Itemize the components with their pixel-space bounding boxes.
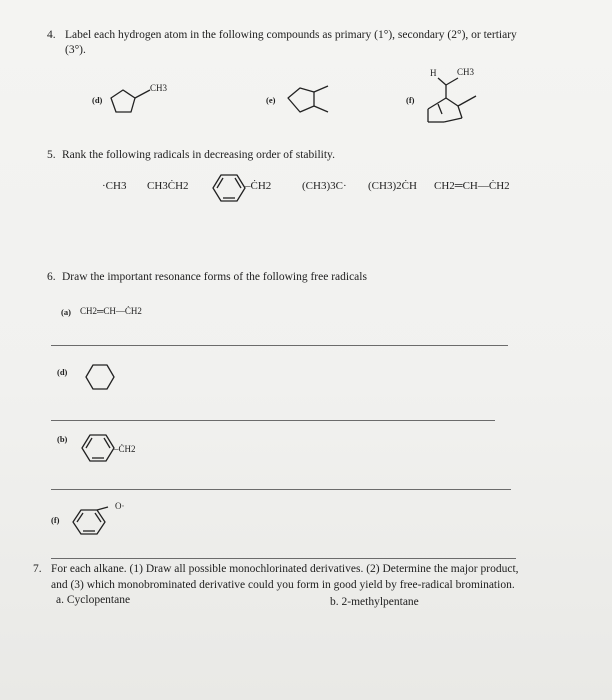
radical-allyl: CH2═CH—ĊH2 — [434, 180, 510, 192]
q6-part-f-label: (f) — [51, 515, 60, 525]
q4-part-f-label: (f) — [406, 95, 415, 105]
answer-line-d — [51, 420, 495, 421]
q7-line2: and (3) which monobrominated derivative could you form in good yield by free-radical bromination. — [51, 579, 515, 591]
q4-d-methyl: CH3 — [150, 83, 168, 93]
answer-line-a — [51, 345, 508, 346]
answer-line-b — [51, 489, 511, 490]
answer-line-f — [51, 558, 516, 559]
q4-number: 4. — [47, 29, 56, 41]
q4-text-line2: (3°). — [65, 44, 86, 56]
q5-text: Rank the following radicals in decreasing order of stability. — [62, 149, 335, 161]
q7-line1: For each alkane. (1) Draw all possible monochlorinated derivatives. (2) Determine the major product, — [51, 563, 519, 575]
q4-f-methyl: CH3 — [457, 67, 475, 77]
radical-methyl: ·CH3 — [102, 180, 127, 192]
q4-f-hydrogen: H — [430, 68, 437, 78]
cyclohexyl-radical-structure — [82, 361, 122, 395]
q6-b-substituent: –ĊH2 — [114, 444, 136, 454]
radical-ethyl: CH3ĊH2 — [147, 180, 189, 192]
methylcyclopentane-skeletal-structure — [284, 84, 344, 124]
q4-text-line1: Label each hydrogen atom in the following compounds as primary (1°), secondary (2°), or tertiary — [65, 29, 517, 41]
q4-part-e-label: (e) — [266, 95, 276, 105]
q6-part-a-label: (a) — [61, 307, 71, 317]
radical-isopropyl: (CH3)2ĊH — [368, 180, 417, 192]
radical-tert-butyl: (CH3)3C· — [302, 180, 347, 192]
q4-part-d-label: (d) — [92, 95, 103, 105]
q6-part-d-label: (d) — [57, 367, 68, 377]
q6-number: 6. — [47, 271, 56, 283]
q5-number: 5. — [47, 149, 56, 161]
q6-text: Draw the important resonance forms of the following free radicals — [62, 271, 367, 283]
radical-benzyl: –ĊH2 — [245, 180, 272, 192]
q7-number: 7. — [33, 563, 42, 575]
q7-option-b: b. 2-methylpentane — [330, 596, 419, 608]
bicyclic-alkane-structure — [418, 76, 498, 126]
q6-a-formula: CH2═CH—ĊH2 — [80, 306, 142, 316]
q7-option-a: a. Cyclopentane — [56, 594, 131, 606]
q6-f-substituent: O· — [115, 501, 125, 511]
q6-part-b-label: (b) — [57, 434, 68, 444]
